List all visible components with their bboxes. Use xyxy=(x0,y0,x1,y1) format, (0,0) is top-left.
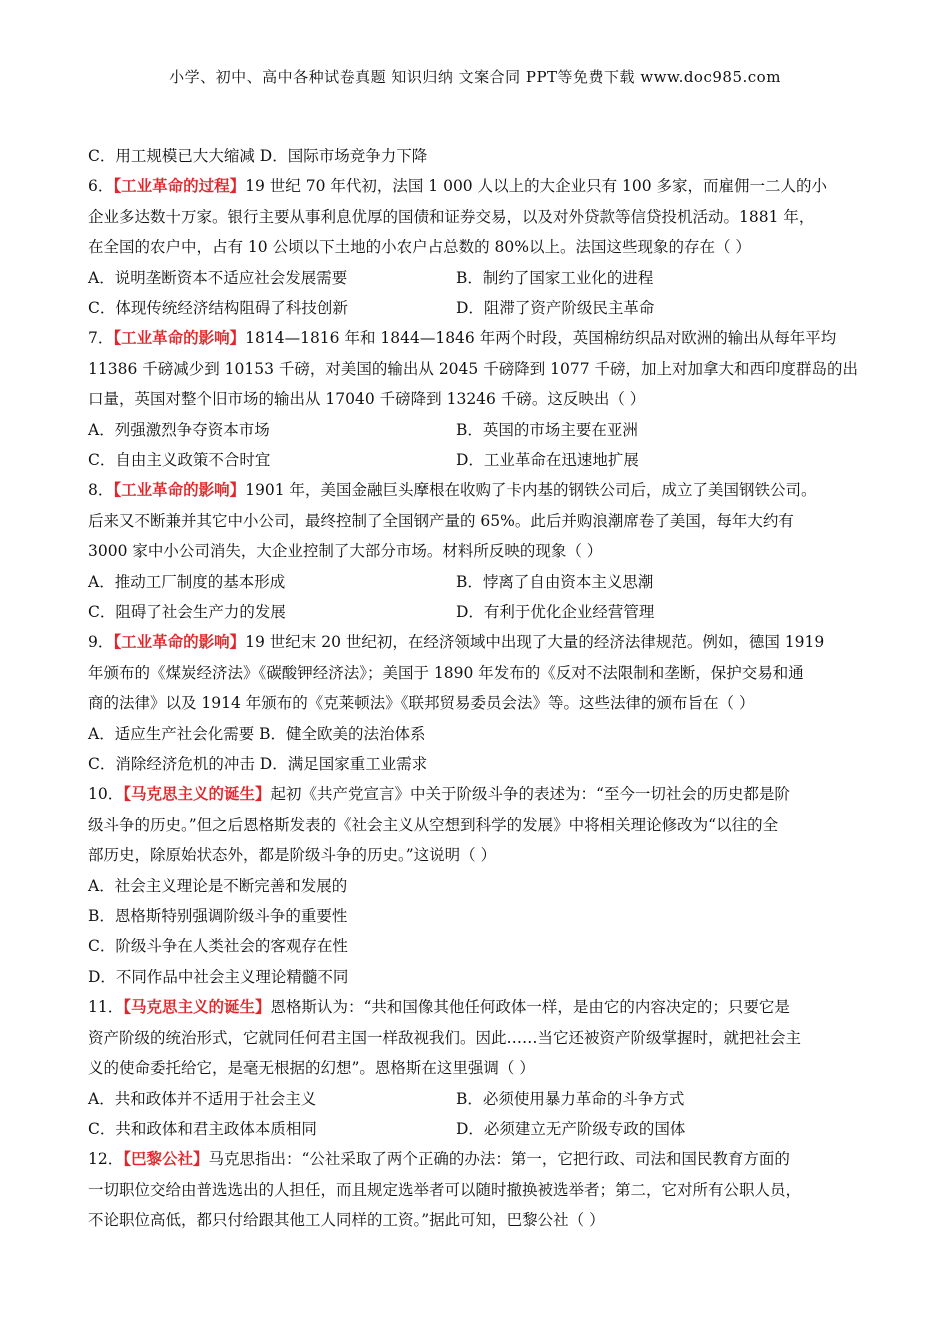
option-a[interactable]: A．列强激烈争夺资本市场 xyxy=(88,420,270,439)
page-header: 小学、初中、高中各种试卷真题 知识归纳 文案合同 PPT等免费下载 www.doc985.com xyxy=(169,68,781,86)
option-c[interactable]: C．共和政体和君主政体本质相同 xyxy=(88,1119,317,1138)
question-10-line-3: 部历史，除原始状态外，都是阶级斗争的历史。”这说明（ ） xyxy=(88,846,497,865)
topic-tag: 【工业革命的影响】 xyxy=(113,328,246,348)
question-8-options-row-2 xyxy=(88,597,868,627)
question-9-options-cd[interactable]: C．消除经济危机的冲击 D．满足国家重工业需求 xyxy=(88,755,428,774)
question-10 xyxy=(88,779,868,992)
question-8-line-1 xyxy=(88,475,868,505)
option-d[interactable]: D．工业革命在迅速地扩展 xyxy=(456,451,639,470)
question-number: 7． xyxy=(88,329,114,348)
question-text: 1814—1816 年和 1844—1846 年两个时段，英国棉纺织品对欧洲的输出从每年平均 xyxy=(245,329,837,348)
question-7 xyxy=(88,323,868,475)
option-c[interactable]: C．阻碍了社会生产力的发展 xyxy=(88,603,286,622)
question-number: 11． xyxy=(88,998,124,1017)
option-d[interactable]: D．不同作品中社会主义理论精髓不同 xyxy=(88,967,349,986)
question-text: 马克思指出：“公社采取了两个正确的办法：第一，它把行政、司法和国民教育方面的 xyxy=(208,1150,790,1169)
question-number: 10． xyxy=(88,785,124,804)
question-text: 19 世纪末 20 世纪初，在经济领域中出现了大量的经济法律规范。例如，德国 1919 xyxy=(245,633,825,652)
question-6-line-1 xyxy=(88,171,868,201)
question-11-line-1 xyxy=(88,992,868,1022)
option-c[interactable]: C．自由主义政策不合时宜 xyxy=(88,451,271,470)
topic-tag: 【工业革命的过程】 xyxy=(113,176,246,196)
option-b[interactable]: B．悖离了自由资本主义思潮 xyxy=(456,572,654,591)
option-a[interactable]: A．社会主义理论是不断完善和发展的 xyxy=(88,876,348,895)
question-7-line-1 xyxy=(88,323,868,353)
question-text: 恩格斯认为：“共和国像其他任何政体一样，是由它的内容决定的；只要它是 xyxy=(270,998,790,1017)
question-6 xyxy=(88,171,868,323)
question-6-line-3: 在全国的农户中，占有 10 公顷以下土地的小农户占总数的 80%以上。法国这些现象的存在（ ） xyxy=(88,238,751,257)
question-10-line-2: 级斗争的历史。”但之后恩格斯发表的《社会主义从空想到科学的发展》中将相关理论修改为“以往的全 xyxy=(88,815,779,834)
question-number: 6． xyxy=(88,177,114,196)
option-b[interactable]: B．恩格斯特别强调阶级斗争的重要性 xyxy=(88,907,348,926)
topic-tag: 【工业革命的影响】 xyxy=(113,480,246,500)
question-text: 19 世纪 70 年代初，法国 1 000 人以上的大企业只有 100 多家，而雇佣一二人的小 xyxy=(245,177,828,196)
question-7-line-3: 口量，英国对整个旧市场的输出从 17040 千磅降到 13246 千磅。这反映出（ ） xyxy=(88,390,646,409)
question-8 xyxy=(88,475,868,627)
question-7-options-row-1 xyxy=(88,415,868,445)
question-6-line-2: 企业多达数十万家。银行主要从事利息优厚的国债和证券交易，以及对外贷款等信贷投机活动。1881 年， xyxy=(88,207,815,226)
topic-tag: 【工业革命的影响】 xyxy=(113,632,246,652)
question-11-options-row-2 xyxy=(88,1114,868,1144)
question-12-line-1 xyxy=(88,1144,868,1174)
question-9-line-2: 年颁布的《煤炭经济法》《碳酸钾经济法》；美国于 1890 年发布的《反对不法限制和垄断，保护交易和通 xyxy=(88,663,804,682)
option-a[interactable]: A．说明垄断资本不适应社会发展需要 xyxy=(88,268,348,287)
question-number: 12． xyxy=(88,1150,124,1169)
question-text: 1901 年，美国金融巨头摩根在收购了卡内基的钢铁公司后，成立了美国钢铁公司。 xyxy=(245,481,817,500)
question-6-options-row-2 xyxy=(88,293,868,323)
option-c[interactable]: C．体现传统经济结构阻碍了科技创新 xyxy=(88,299,348,318)
question-number: 8． xyxy=(88,481,114,500)
topic-tag: 【巴黎公社】 xyxy=(123,1149,209,1169)
question-11-line-2: 资产阶级的统治形式，它就同任何君主国一样敌视我们。因此……当它还被资产阶级掌握时，就把社会主 xyxy=(88,1028,802,1047)
question-8-options-row-1 xyxy=(88,567,868,597)
option-d[interactable]: D．阻滞了资产阶级民主革命 xyxy=(456,299,655,318)
question-7-line-2: 11386 千磅减少到 10153 千磅，对美国的输出从 2045 千磅降到 1077 千磅，加上对加拿大和西印度群岛的出 xyxy=(88,359,858,378)
option-b[interactable]: B．制约了国家工业化的进程 xyxy=(456,268,654,287)
question-9 xyxy=(88,627,868,779)
option-b[interactable]: B．英国的市场主要在亚洲 xyxy=(456,420,638,439)
option-d[interactable]: D．必须建立无产阶级专政的国体 xyxy=(456,1119,686,1138)
question-11-line-3: 义的使命委托给它，是毫无根据的幻想”。恩格斯在这里强调（ ） xyxy=(88,1059,535,1078)
question-11 xyxy=(88,992,868,1144)
question-7-options-row-2 xyxy=(88,445,868,475)
question-8-line-3: 3000 家中小公司消失，大企业控制了大部分市场。材料所反映的现象（ ） xyxy=(88,542,603,561)
question-6-options-row-1 xyxy=(88,263,868,293)
question-8-line-2: 后来又不断兼并其它中小公司，最终控制了全国钢产量的 65%。此后并购浪潮席卷了美国，每年大约有 xyxy=(88,511,794,530)
option-c[interactable]: C．阶级斗争在人类社会的客观存在性 xyxy=(88,937,348,956)
topic-tag: 【马克思主义的诞生】 xyxy=(123,784,271,804)
previous-question-options: C．用工规模已大大缩减 D．国际市场竞争力下降 xyxy=(88,147,428,165)
option-b[interactable]: B．必须使用暴力革命的斗争方式 xyxy=(456,1089,685,1108)
question-12-line-3: 不论职位高低，都只付给跟其他工人同样的工资。”据此可知，巴黎公社（ ） xyxy=(88,1211,605,1230)
question-9-line-1 xyxy=(88,627,868,657)
question-12-line-2: 一切职位交给由普选选出的人担任，而且规定选举者可以随时撤换被选举者；第二，它对所有公职人员， xyxy=(88,1180,802,1199)
question-9-options-ab[interactable]: A．适应生产社会化需要 B．健全欧美的法治体系 xyxy=(88,724,426,743)
question-11-options-row-1 xyxy=(88,1084,868,1114)
option-a[interactable]: A．共和政体并不适用于社会主义 xyxy=(88,1089,317,1108)
question-list xyxy=(88,141,868,1236)
question-text: 起初《共产党宣言》中关于阶级斗争的表述为：“至今一切社会的历史都是阶 xyxy=(270,785,790,804)
topic-tag: 【马克思主义的诞生】 xyxy=(123,997,271,1017)
option-a[interactable]: A．推动工厂制度的基本形成 xyxy=(88,572,286,591)
option-d[interactable]: D．有利于优化企业经营管理 xyxy=(456,603,655,622)
question-12 xyxy=(88,1144,868,1235)
question-10-line-1 xyxy=(88,779,868,809)
question-number: 9． xyxy=(88,633,114,652)
question-9-line-3: 商的法律》以及 1914 年颁布的《克莱顿法》《联邦贸易委员会法》等。这些法律的颁布旨在（ ） xyxy=(88,694,755,713)
